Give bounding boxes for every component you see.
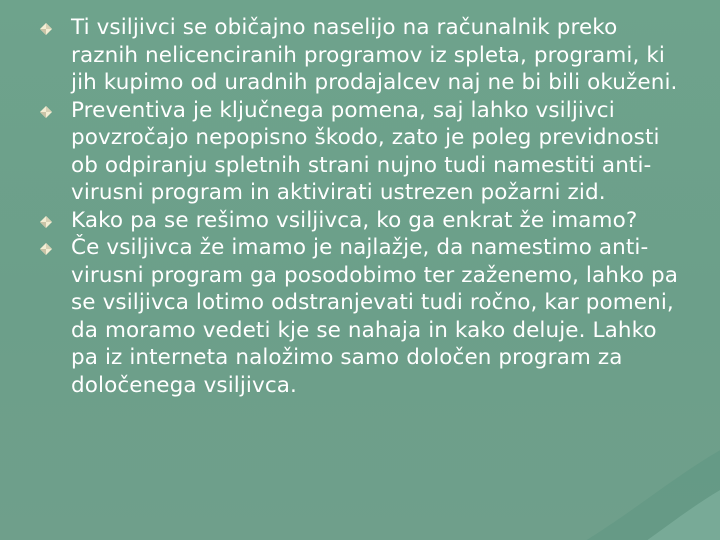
bullet-text: Ti vsiljivci se običajno naselijo na računalnik preko raznih nelicenciranih programov iz spleta, programi, ki jih kupimo od uradnih prodajalcev naj ne bi bili okuženi. <box>71 15 678 95</box>
bullet-item <box>40 97 690 207</box>
bullet-item <box>40 207 690 235</box>
bullet-text: Kako pa se rešimo vsiljivca, ko ga enkrat že imamo? <box>71 207 638 233</box>
bullet-item <box>40 14 690 97</box>
bullet-text: Preventiva je ključnega pomena, saj lahko vsiljivci povzročajo nepopisno škodo, zato je poleg previdnosti ob odpiranju spletnih strani nujno tudi namestiti anti-virusni program in aktivirati ustrezen požarni zid. <box>71 97 660 205</box>
diamond-bullet-icon <box>40 106 52 118</box>
bullet-item <box>40 234 690 399</box>
diamond-bullet-icon <box>40 216 52 228</box>
wave-decoration <box>460 400 720 540</box>
bullet-text: Če vsiljivca že imamo je najlažje, da namestimo anti-virusni program ga posodobimo ter zaženemo, lahko pa se vsiljivca lotimo odstranjevati tudi ročno, kar pomeni, da moramo vedeti kje se nahaja in kako deluje. Lahko pa iz interneta naložimo samo določen program za določenega vsiljivca. <box>71 235 678 398</box>
diamond-bullet-icon <box>40 23 52 35</box>
diamond-bullet-icon <box>40 243 52 255</box>
bullet-list <box>40 14 690 399</box>
